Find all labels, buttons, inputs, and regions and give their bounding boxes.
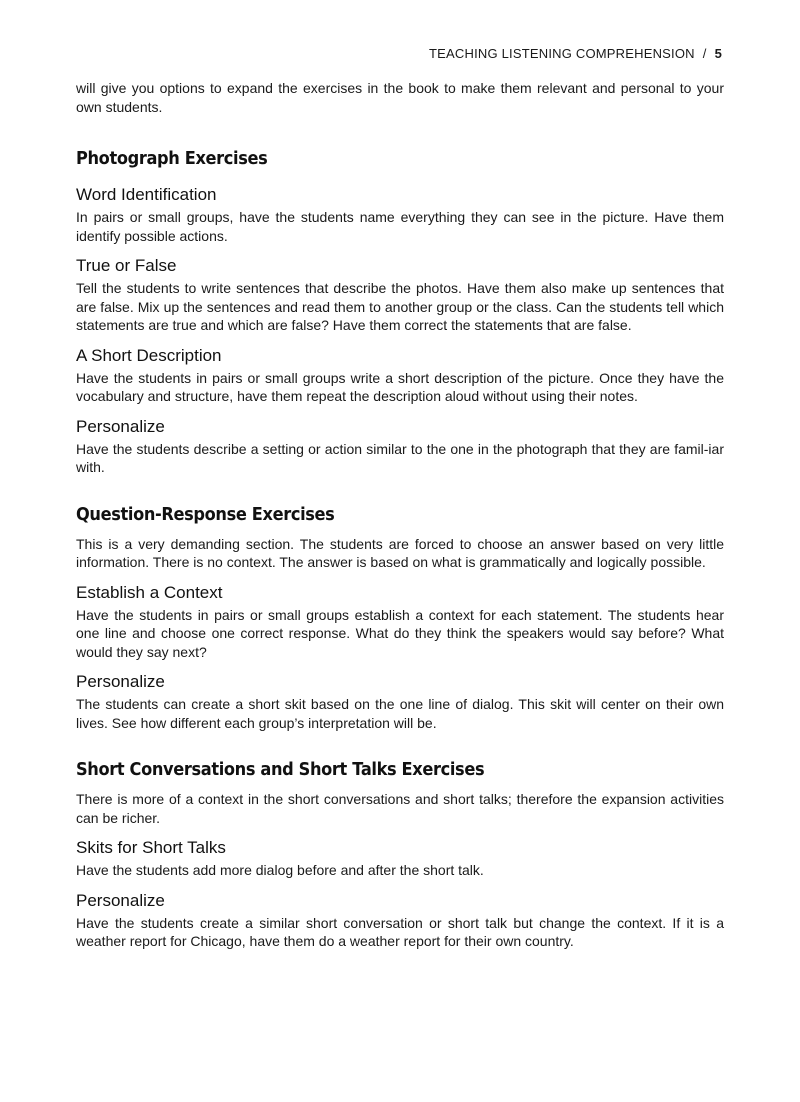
subsection-text-short-description: Have the students in pairs or small groups write a short description of the picture. Once they have the vocabulary and structure, have them repeat the description aloud without using their notes. [76, 369, 724, 404]
subsection-title-skits-short-talks: Skits for Short Talks [76, 838, 226, 857]
section-title: Question-Response Exercises [76, 503, 335, 525]
page-number: 5 [714, 46, 722, 61]
section-short-conversations-talks-exercises [76, 759, 724, 951]
subsection-title-short-description: A Short Description [76, 345, 222, 365]
subsection-text-word-identification: In pairs or small groups, have the students name everything they can see in the picture. Have them identify possible actions. [76, 209, 724, 244]
subsection-title-personalize: Personalize [76, 672, 165, 691]
subsection-title-personalize: Personalize [76, 890, 165, 910]
section-question-response-exercises [76, 504, 724, 733]
subsection-title-personalize: Personalize [76, 416, 165, 436]
subsection-title-true-or-false: True or False [76, 256, 177, 275]
subsection-text-skits-short-talks: Have the students add more dialog before and after the short talk. [76, 862, 484, 878]
subsection-title-word-identification: Word Identification [76, 185, 217, 204]
section-intro-text: This is a very demanding section. The students are forced to choose an answer based on very little information. There is no context. The answer is based on what is grammatically and logically possible. [76, 535, 724, 570]
section-title: Photograph Exercises [76, 148, 268, 169]
subsection-text-establish-context: Have the students in pairs or small groups establish a context for each statement. The students hear one line and choose one correct response. What do they think the speakers would say before? What would they say next? [76, 606, 724, 660]
running-header-title: TEACHING LISTENING COMPREHENSION [429, 46, 695, 61]
subsection-text-personalize: Have the students create a similar short conversation or short talk but change the context. If it is a weather report for Chicago, have them do a weather report for their own country. [76, 914, 724, 949]
intro-paragraph: will give you options to expand the exercises in the book to make them relevant and personal to your own students. [76, 80, 724, 115]
subsection-text-true-or-false: Tell the students to write sentences that describe the photos. Have them also make up sentences that are false. Mix up the sentences and read them to another group or the class. Can the students tell which statements are true and which are false? Have them correct the statements that are false. [76, 280, 724, 333]
section-photograph-exercises [76, 148, 724, 477]
running-header [429, 46, 722, 61]
section-title: Short Conversations and Short Talks Exercises [76, 759, 485, 780]
subsection-text-personalize: Have the students describe a setting or action similar to the one in the photograph that they are famil-iar with. [76, 440, 724, 475]
page-body [76, 79, 724, 951]
section-intro-text: There is more of a context in the short conversations and short talks; therefore the expansion activities can be richer. [76, 791, 724, 826]
subsection-text-personalize: The students can create a short skit based on the one line of dialog. This skit will center on their own lives. See how different each group’s interpretation will be. [76, 696, 724, 731]
subsection-title-establish-context: Establish a Context [76, 582, 223, 602]
running-header-separator: / [702, 46, 707, 61]
